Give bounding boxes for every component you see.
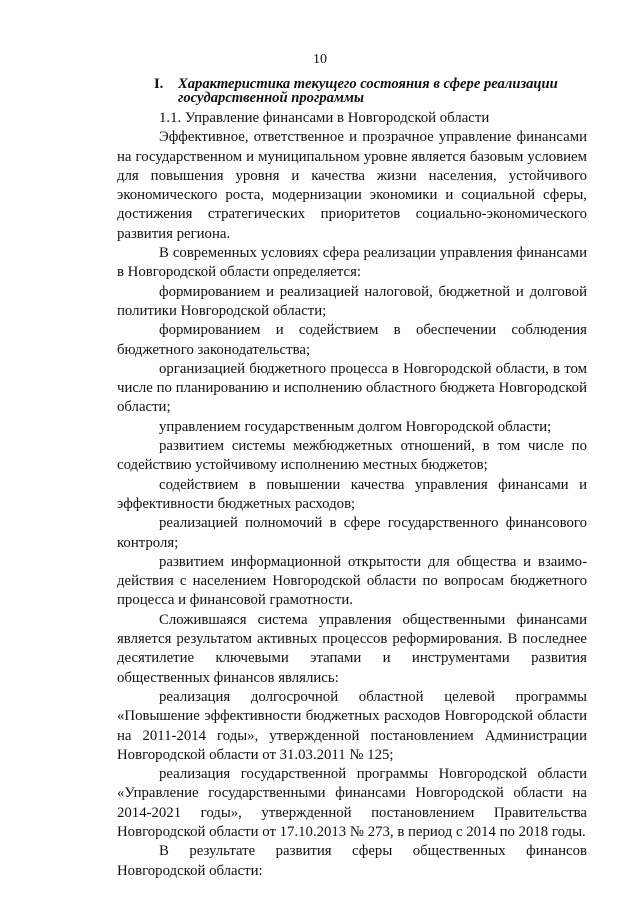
subsection-heading: 1.1. Управление финансами в Новгородской области xyxy=(159,110,490,126)
list-item: развитием информационной открытости для общества и взаимодействия с населением Новгородской области по вопросам бюджетного процесса и финансовой грамотности. xyxy=(117,553,587,609)
section-number: I. xyxy=(154,76,164,92)
paragraph: Сложившаяся система управления общественными финансами является результатом активных процессов реформирования. В последнее десятилетие ключевыми этапами и инструментами развития общественных финансов являлись: xyxy=(117,611,587,686)
body-text xyxy=(117,109,587,881)
section-heading xyxy=(154,77,574,105)
list-item: развитием системы межбюджетных отношений, в том числе по содействию устойчивому исполнению местных бюджетов; xyxy=(117,438,587,474)
page-number: 10 xyxy=(313,52,327,67)
list-item: формированием и содействием в обеспечении соблюдения бюджетного законодательства; xyxy=(117,322,587,358)
paragraph: В результате развития сферы общественных финансов Новгородской области: xyxy=(117,843,587,879)
paragraph: Эффективное, ответственное и прозрачное управление финансами на государственном и муниципальном уровне является базовым условием для повышения уровня и качества жизни населения, устойчивого экономического роста, модернизации экономики и социальной сферы, достижения стратегических приоритетов социально-экономического развития региона. xyxy=(117,129,587,242)
section-title-line-1: Характеристика текущего состояния в сфере реализации xyxy=(178,76,558,92)
list-item: формированием и реализацией налоговой, бюджетной и долговой политики Новгородской области; xyxy=(117,283,587,319)
list-item: реализация государственной программы Новгородской области «Управление государственными финансами Новгородской области на 2014-2021 годы», утвержденной постановлением Правительства Новгородской области от 17.10.2013 № 273, в период с 2014 по 2018 годы. xyxy=(117,766,587,840)
paragraph: В современных условиях сфера реализации управления финансами в Новгородской области определяется: xyxy=(117,245,587,281)
list-item: содействием в повышении качества управления финансами и эффективности бюджетных расходов; xyxy=(117,476,587,512)
section-title-line-2: государственной программы xyxy=(178,90,365,106)
list-item: реализацией полномочий в сфере государственного финансового контроля; xyxy=(117,515,587,551)
list-item: реализация долгосрочной областной целевой программы «Повышение эффективности бюджетных расходов Новгородской области на 2011-2014 годы», утвержденной постановлением Администрации Новгородской области от 31.03.2011 № 125; xyxy=(117,688,587,763)
list-item: управлением государственным долгом Новгородской области; xyxy=(159,418,552,435)
list-item: организацией бюджетного процесса в Новгородской области, в том числе по планированию и исполнению областного бюджета Новгородской области; xyxy=(117,360,587,416)
